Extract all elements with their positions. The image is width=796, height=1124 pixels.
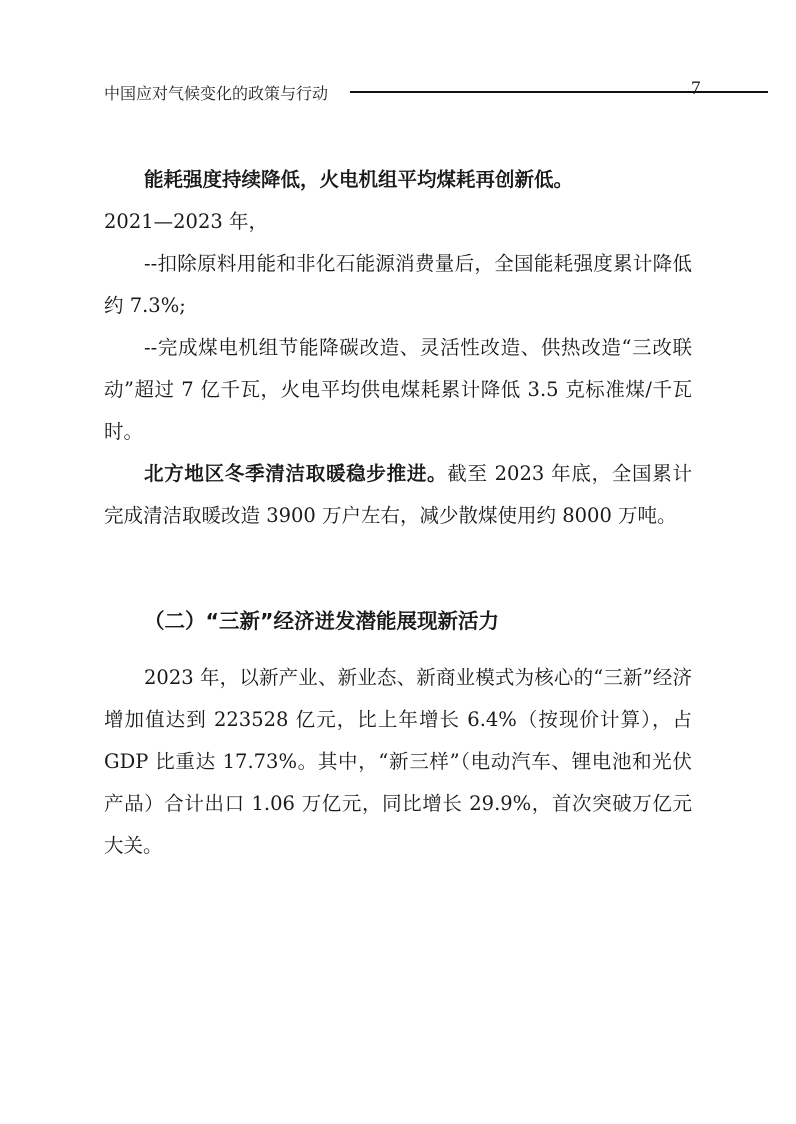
section-two — [104, 600, 692, 642]
bullet-energy-intensity: --扣除原料用能和非化石能源消费量后，全国能耗强度累计降低约 7.3%; — [104, 252, 692, 317]
section-heading: （二）“三新”经济迸发潜能展现新活力 — [144, 609, 499, 633]
period-line: 2021—2023 年， — [104, 210, 268, 233]
running-title: 中国应对气候变化的政策与行动 — [104, 84, 329, 103]
page-number: 7 — [691, 78, 701, 99]
bullet-coal-retrofit: --完成煤电机组节能降碳改造、灵活性改造、供热改造“三改联动”超过 7 亿千瓦，火电平均供电煤耗累计降低 3.5 克标准煤/千瓦时。 — [104, 336, 692, 443]
new-economy-paragraph: 2023 年，以新产业、新业态、新商业模式为核心的“三新”经济增加值达到 223528 亿元，比上年增长 6.4%（按现价计算），占 GDP 比重达 17.73%。其中，“新三样”（电动汽车、锂电池和光伏产品）合计出口 1.06 万亿元，同比增长 29.9%，首次突破万亿元大关。 — [104, 666, 692, 857]
energy-heading: 能耗强度持续降低，火电机组平均煤耗再创新低。 — [144, 168, 574, 191]
energy-block — [104, 159, 692, 537]
heating-text: 截至 2023 年底，全国累计完成清洁取暖改造 3900 万户左右，减少散煤使用约 8000 万吨。 — [104, 462, 692, 527]
heating-lead: 北方地区冬季清洁取暖稳步推进。 — [144, 462, 448, 485]
running-header — [104, 78, 704, 106]
section-two-body — [104, 657, 692, 867]
heating-paragraph — [104, 453, 692, 537]
header-rule — [350, 91, 768, 93]
